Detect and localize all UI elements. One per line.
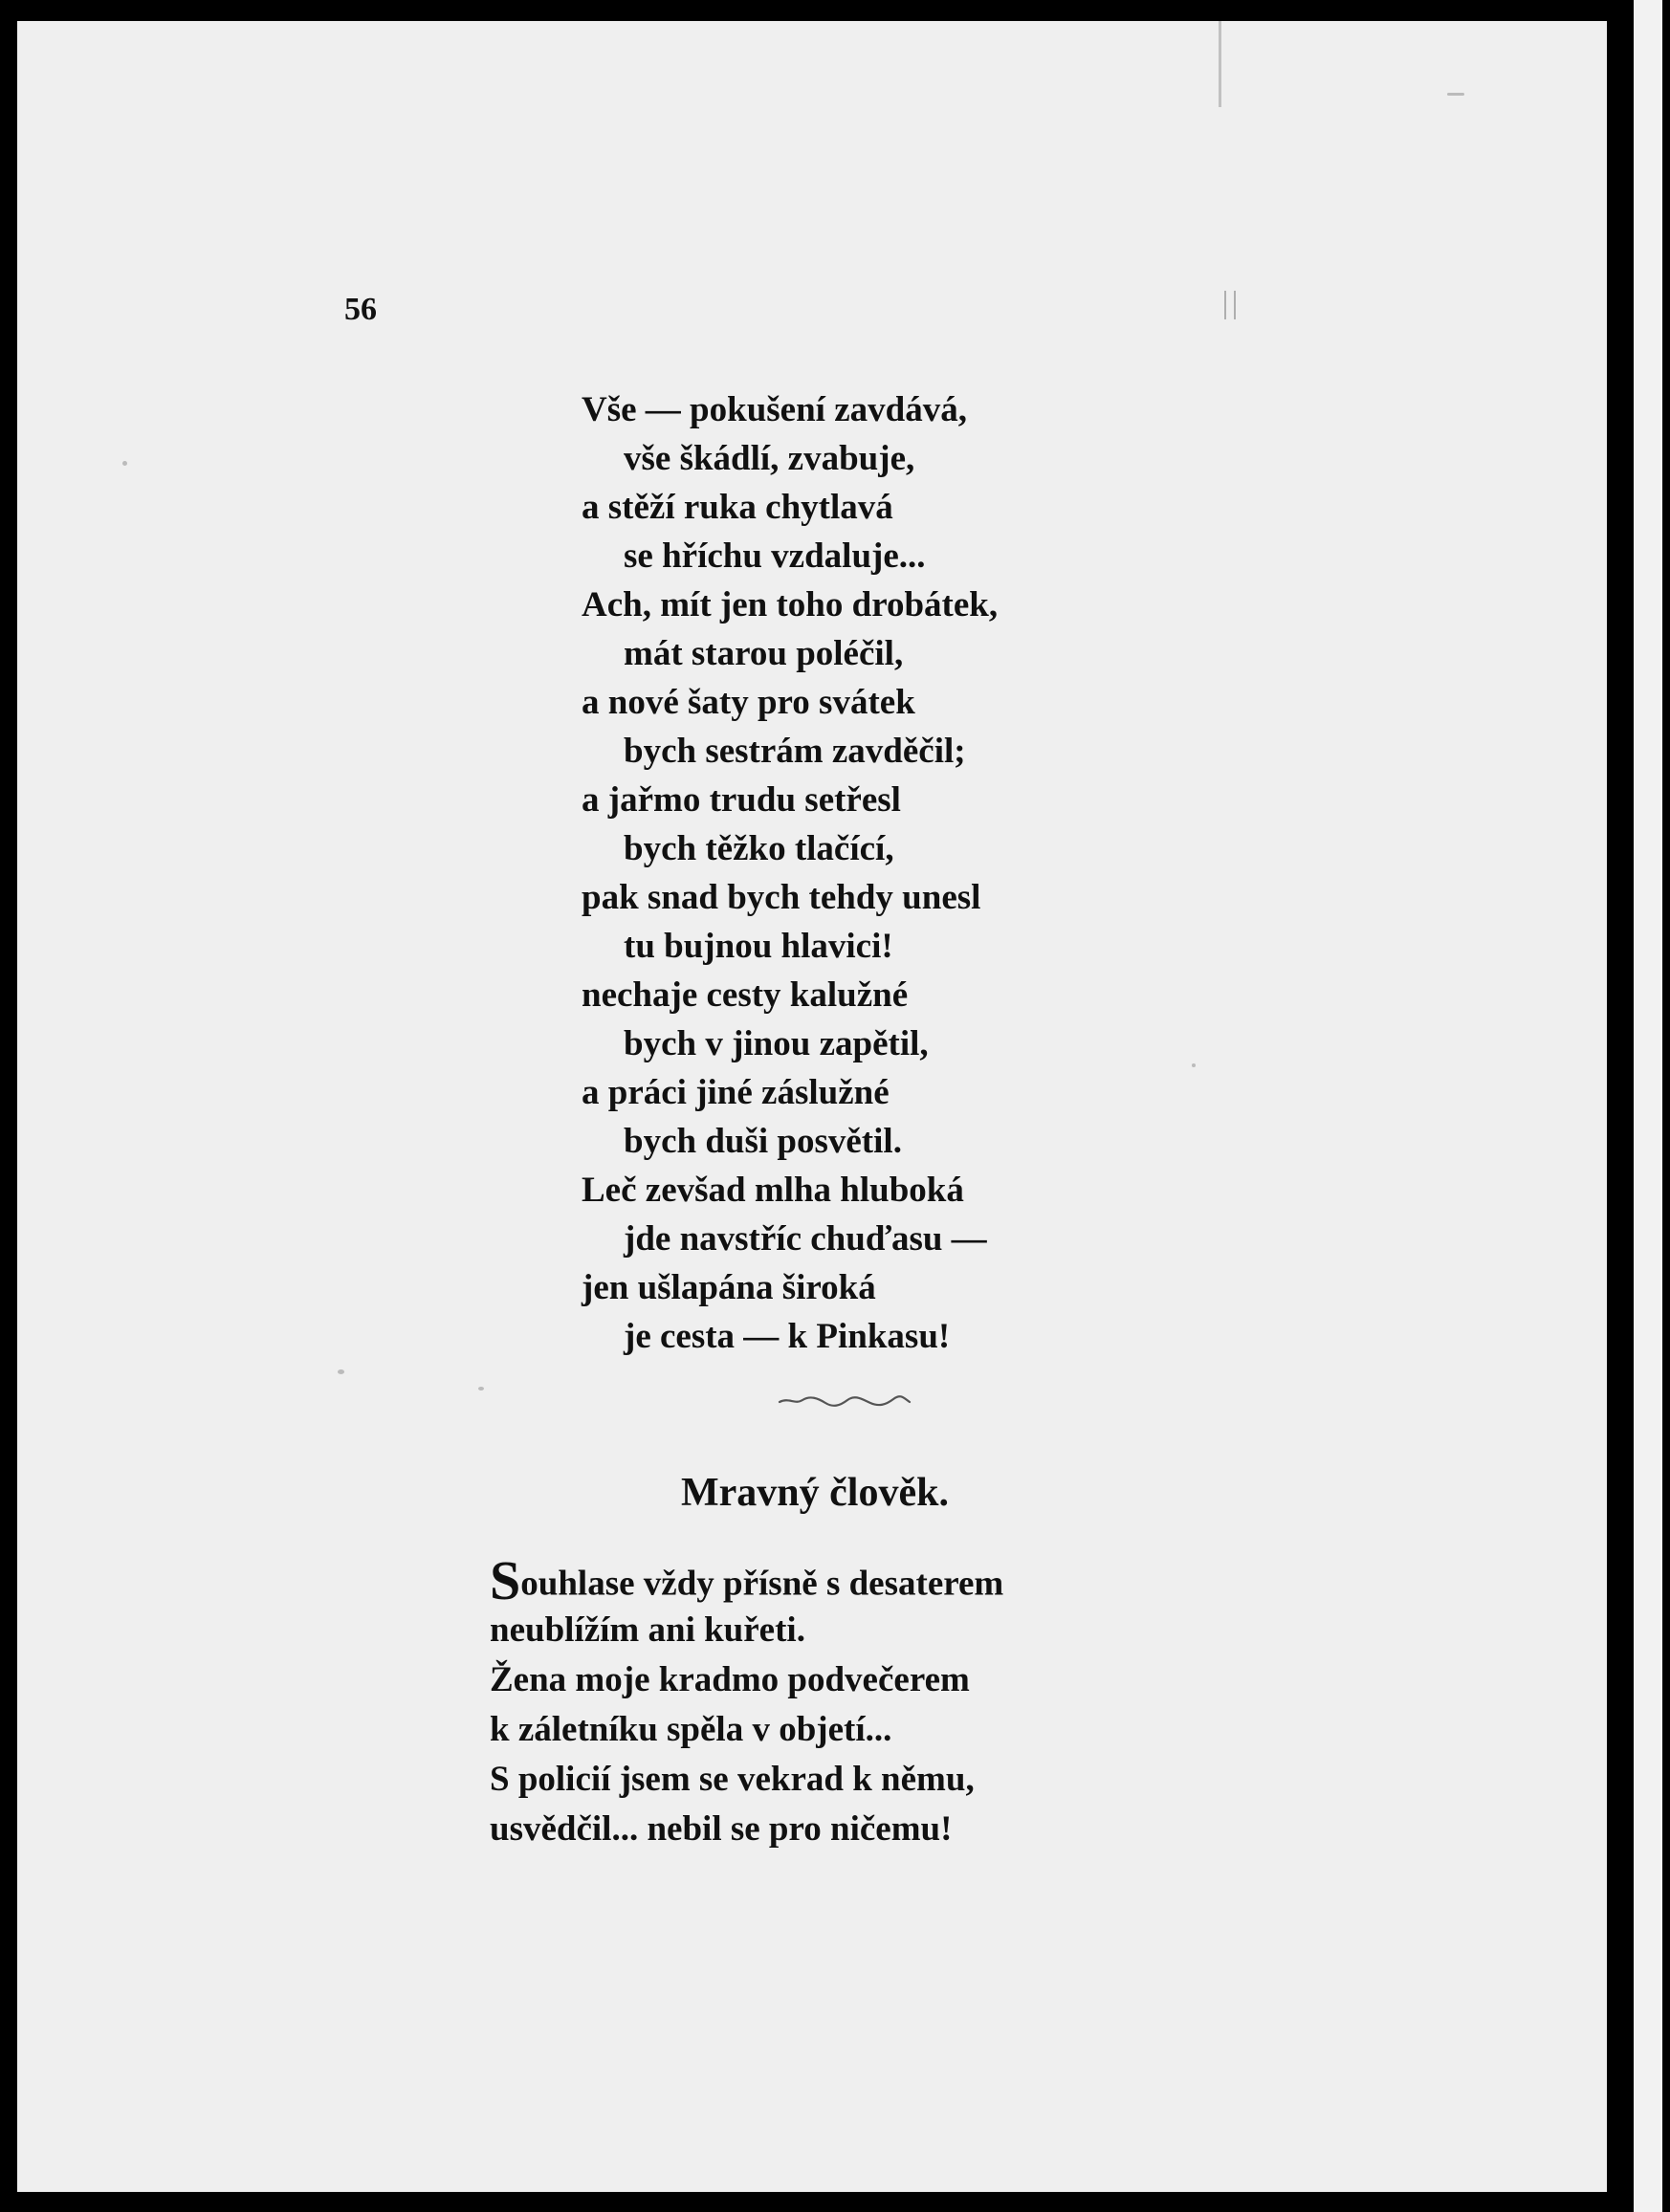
- scanned-page: [17, 21, 1615, 2192]
- scan-right-paper-edge: [1634, 0, 1662, 2212]
- poem-line: a stěží ruka chytlavá: [582, 488, 893, 527]
- poem-line: bych v jinou zapětil,: [624, 1024, 929, 1063]
- scan-gutter-line: [1219, 21, 1221, 107]
- poem-line: Leč zevšad mlha hluboká: [582, 1171, 964, 1210]
- poem-line: bych duši posvětil.: [624, 1122, 902, 1161]
- poem-line: je cesta — k Pinkasu!: [624, 1317, 951, 1356]
- poem-line: a nové šaty pro svátek: [582, 683, 915, 722]
- poem-line: nechaje cesty kalužné: [582, 975, 909, 1015]
- page-number: 56: [344, 292, 377, 327]
- ornament-divider: [778, 1391, 912, 1413]
- scan-speck: [1192, 1063, 1196, 1067]
- poem-line: pak snad bych tehdy unesl: [582, 878, 981, 917]
- scan-speck: [122, 461, 127, 466]
- dropcap-letter: S: [490, 1549, 521, 1611]
- poem-line: jde navstříc chuďasu —: [624, 1219, 987, 1259]
- poem-line: k záletníku spěla v objetí...: [490, 1710, 892, 1749]
- poem-line: usvědčil... nebil se pro ničemu!: [490, 1809, 953, 1849]
- poem-line: S policií jsem se vekrad k němu,: [490, 1760, 975, 1799]
- poem-first-line: [490, 1549, 1004, 1611]
- poem-line: tu bujnou hlavici!: [624, 927, 893, 966]
- poem-line: a práci jiné záslužné: [582, 1073, 890, 1112]
- poem-line: Ach, mít jen toho drobátek,: [582, 585, 999, 624]
- poem-line: se hříchu vzdaluje...: [624, 537, 926, 576]
- poem-line: bych sestrám zavděčil;: [624, 732, 966, 771]
- poem-line: Žena moje kradmo podvečerem: [490, 1660, 970, 1699]
- scan-right-border: [1607, 0, 1670, 2212]
- scan-speck: [338, 1369, 344, 1374]
- poem-first-line-text: ouhlase vždy přísně s desaterem: [520, 1564, 1004, 1604]
- poem-line: jen ušlapána široká: [582, 1268, 876, 1307]
- poem-title: Mravný člověk.: [681, 1471, 949, 1515]
- poem-line: vše škádlí, zvabuje,: [624, 439, 915, 478]
- poem-line: a jařmo trudu setřesl: [582, 780, 901, 820]
- poem-line: mát starou poléčil,: [624, 634, 904, 673]
- scan-speck: [478, 1387, 484, 1391]
- poem-stanza: [582, 385, 998, 1361]
- scan-speck: [1447, 93, 1464, 96]
- scan-gutter-mark: [1224, 291, 1236, 319]
- poem-line: bych těžko tlačící,: [624, 829, 894, 868]
- poem-line: neublížím ani kuřeti.: [490, 1610, 805, 1650]
- poem-body: [490, 1549, 1004, 1854]
- poem-line: Vše — pokušení zavdává,: [582, 390, 967, 429]
